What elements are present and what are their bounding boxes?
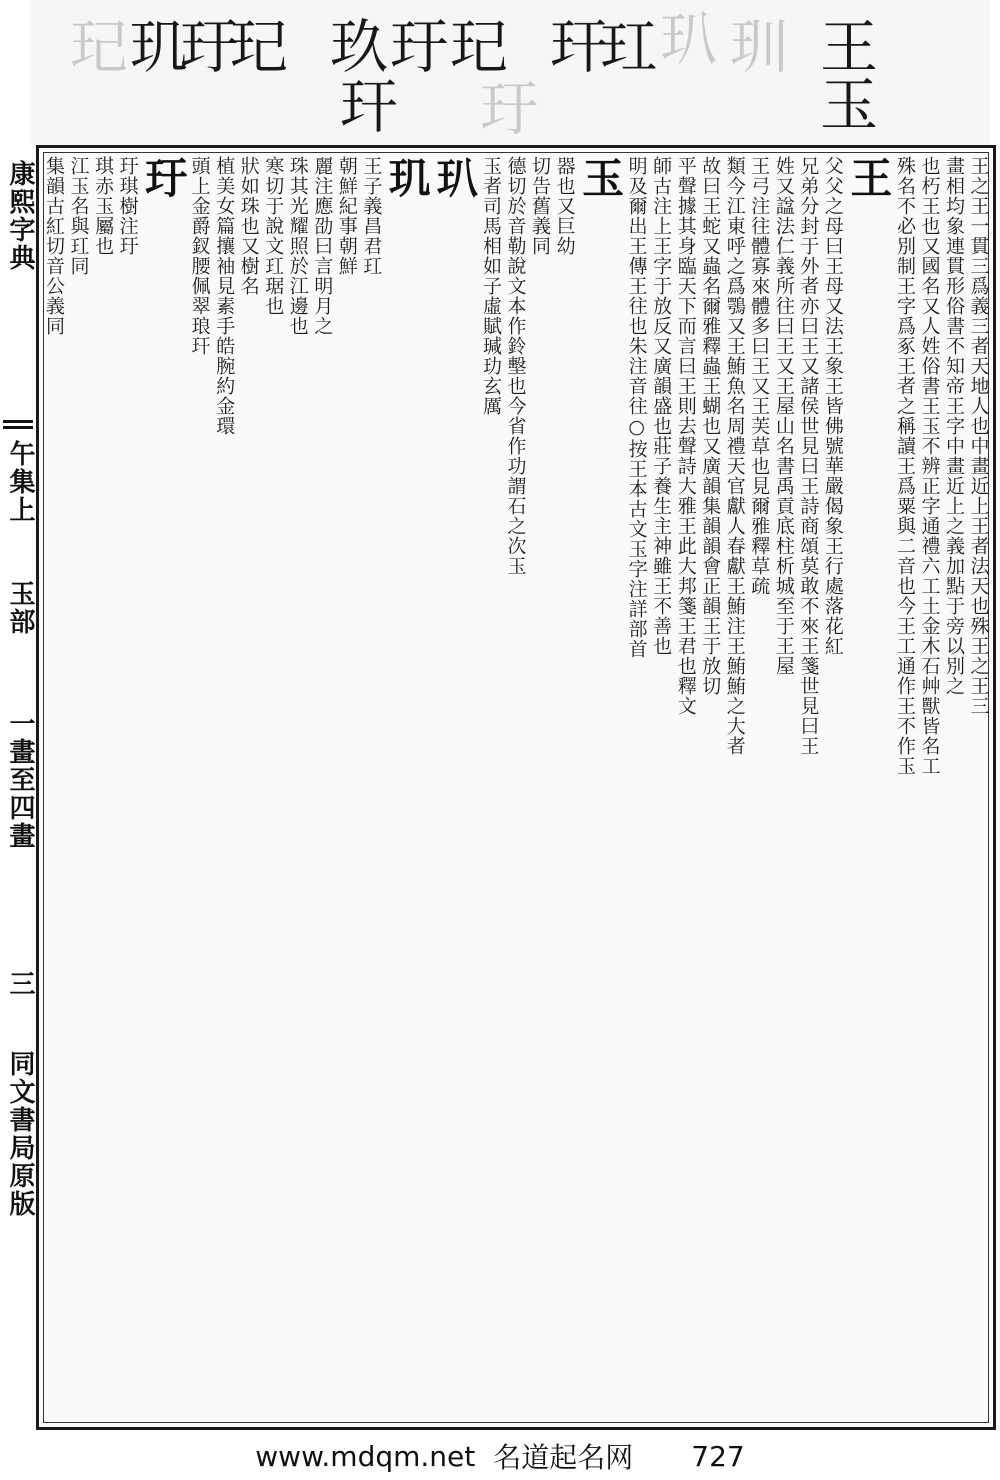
text-column: 王之王一貫三爲義三者天地人也中畫近上王者法天也殊王之王三 [967, 156, 990, 716]
seal-char: 玘 [70, 13, 129, 81]
entry-headword: 玗 [139, 156, 189, 198]
text-column: 玗琪樹注玗 [116, 156, 139, 256]
entry-headword: 玑 [382, 156, 432, 198]
text-column: 頭上金爵釵腰佩翠琅玕 [188, 156, 211, 356]
seal-char: 玗 [480, 75, 539, 143]
seal-char: 玖 [330, 13, 389, 81]
entry-headword: 玉 [576, 156, 626, 198]
text-column: 師古注上王字于放反又廣韻盛也莊子養生主神雖王不善也 [650, 156, 673, 656]
text-column: 王弓注往體寡來體多曰王又王芙草也見爾雅釋草疏 [748, 156, 771, 596]
website-url: www.mdqm.net [255, 1439, 476, 1473]
text-column: 集韻古紅切音公義同 [43, 156, 65, 336]
text-column: 寒切于說文玒琚也 [262, 156, 285, 316]
page-footer [0, 1432, 1000, 1480]
seal-char: 玔 [730, 13, 789, 81]
seal-char: 王 [820, 13, 879, 81]
text-column: 麗注應劭曰言明月之 [311, 156, 334, 336]
text-column: 類今江東呼之爲鶚又王鮪魚名周禮天官獻人春獻王鮪注王鮪鮪之大者 [723, 156, 746, 756]
seal-char: 玕 [550, 13, 609, 81]
page-mark: 三 [5, 970, 35, 998]
text-column: 畫相均象連貫形俗書不知帝王字中畫近上之義加點于旁以別之 [943, 156, 965, 696]
text-column: 平聲據其身臨天下而言曰王則去聲詩大雅王此大邦箋王君也釋文 [674, 156, 697, 716]
seal-char: 玕 [340, 73, 399, 141]
margin-divider [3, 426, 33, 429]
text-column: 器也又巨幼 [553, 156, 576, 256]
entry-headword: 玐 [430, 156, 480, 198]
left-margin [0, 150, 36, 1430]
book-title: 康熙字典 [5, 160, 35, 272]
text-column: 姓又諡法仁義所往曰王又王屋山名書禹貢底柱析城至于王屋 [772, 156, 795, 676]
dictionary-columns [40, 150, 992, 1426]
text-column: 植美女篇攘袖見素手皓腕約金環 [213, 156, 236, 436]
text-column: 殊名不必別制王字爲豖王者之稱讀王爲粟與二音也今王工通作王不作玉 [893, 156, 916, 776]
seal-char: 玘 [230, 13, 289, 81]
text-column: 王子義昌君玒 [360, 156, 383, 276]
text-column: 狀如珠也又樹名 [237, 156, 260, 296]
section-label: 午集上 [5, 440, 35, 524]
text-column: 江玉名與玒同 [67, 156, 90, 276]
seal-char: 玗 [180, 13, 239, 81]
seal-script-strip [30, 0, 990, 145]
text-column: 故曰王蛇又蟲名爾雅釋蟲王蝴也又廣韻集韻韻會正韻王于放切 [699, 156, 722, 696]
stroke-range-label: 一畫至四畫 [5, 710, 35, 850]
text-column: 德切於音勒說文本作鈴墼也今省作功謂石之次玉 [504, 156, 527, 576]
seal-char: 玑 [130, 13, 189, 81]
text-column: 明及爾出王傳王往也朱注音往○按王本古文玉字注詳部首 [625, 156, 648, 659]
text-column: 珠其光耀照於江邊也 [286, 156, 309, 336]
text-column: 也朽王也又國名又人姓俗書王玉不辨正字通禮六工土金木石艸獸皆名工 [918, 156, 941, 776]
publisher-label: 同文書局原版 [5, 1050, 35, 1218]
text-column: 琪赤玉屬也 [92, 156, 115, 256]
text-column: 父父之母曰王母又法王象王皆佛號華嚴偈象王行處落花紅 [821, 156, 844, 656]
radical-label: 玉部 [5, 580, 35, 636]
text-column: 切告舊義同 [529, 156, 552, 256]
site-name: 名道起名网 [493, 1441, 634, 1474]
entry-headword: 王 [844, 156, 894, 198]
text-column: 玉者司馬相如子虛賦瑊玏玄厲 [479, 156, 502, 416]
seal-char: 玐 [660, 5, 719, 73]
seal-char: 玒 [600, 13, 659, 81]
text-column: 兄弟分封于外者亦曰王又諸侯世見曰王詩商頌莫敢不來王箋世見曰王 [797, 156, 820, 756]
margin-divider [3, 420, 33, 423]
seal-char: 玉 [820, 71, 879, 139]
seal-char: 玗 [390, 13, 449, 81]
text-column: 朝鮮紀事朝鮮 [335, 156, 358, 276]
page-number: 727 [691, 1439, 745, 1473]
seal-char: 玘 [450, 13, 509, 81]
